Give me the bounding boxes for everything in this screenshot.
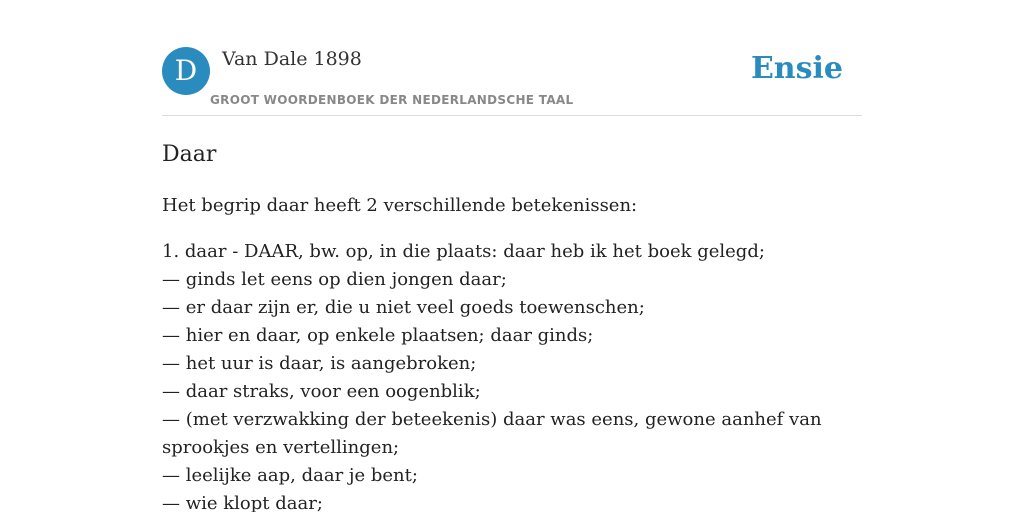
dictionary-name-link[interactable]: Van Dale 1898 bbox=[222, 48, 362, 70]
definition-line: — daar straks, voor een oogenblik; bbox=[162, 381, 481, 402]
definition-line: — hier en daar, op enkele plaatsen; daar ginds; bbox=[162, 325, 594, 346]
definition-line: 1. daar - DAAR, bw. op, in die plaats: daar heb ik het boek gelegd; bbox=[162, 241, 765, 262]
dictionary-avatar[interactable]: D bbox=[162, 47, 210, 95]
definition-line: — (met verzwakking der beteekenis) daar was eens, gewone aanhef van sprookjes en vertellingen; bbox=[162, 409, 822, 458]
ensie-logo[interactable]: Ensie bbox=[750, 51, 843, 86]
definition-line: — er daar zijn er, die u niet veel goeds toewenschen; bbox=[162, 297, 645, 318]
definition-line: — wie klopt daar; bbox=[162, 493, 323, 512]
site-header bbox=[162, 47, 862, 116]
entry-term: Daar bbox=[162, 142, 217, 167]
definition-line: — leelijke aap, daar je bent; bbox=[162, 465, 418, 486]
definition-line: — het uur is daar, is aangebroken; bbox=[162, 353, 477, 374]
entry-content bbox=[162, 140, 862, 512]
dictionary-subtitle: GROOT WOORDENBOEK DER NEDERLANDSCHE TAAL bbox=[210, 93, 574, 107]
entry-definition bbox=[162, 238, 862, 512]
definition-line: — ginds let eens op dien jongen daar; bbox=[162, 269, 507, 290]
entry-intro: Het begrip daar heeft 2 verschillende betekenissen: bbox=[162, 195, 638, 216]
